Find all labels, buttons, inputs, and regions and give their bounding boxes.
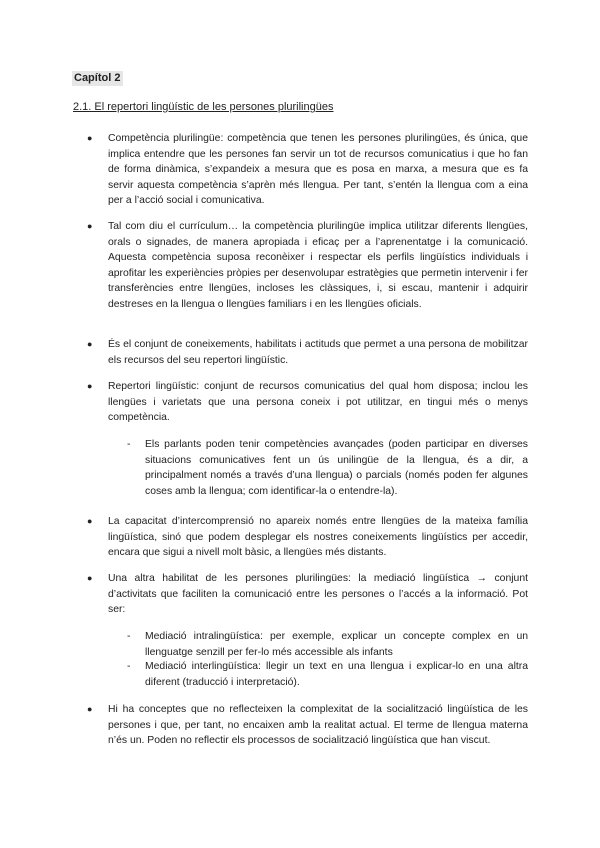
list-item-text: Hi ha conceptes que no reflecteixen la complexitat de la socialització lingüística de les persones i que, per tant, no encaixen amb la realitat actual. El terme de llengua materna n’és un. Poden no reflectir els processos de socialització lingüística que han viscut. xyxy=(108,704,528,747)
bullet-icon: ● xyxy=(87,381,93,391)
chapter-title: Capítol 2 xyxy=(72,71,123,86)
sub-list-item xyxy=(127,659,528,690)
list-item xyxy=(87,702,528,749)
list-item-text: Competència plurilingüe: competència que tenen les persones plurilingües, és única, que implica entendre que les persones fan servir un tot de recursos comunicatius i que ho fan de forma dinàmica, s’expandeix a mesura que es posa en marxa, a mesura que es fa servir aquesta competència s’aprèn més llengua. Per tant, s’entén la llengua com a eina per a l’acció social i comunicativa. xyxy=(108,133,528,207)
bullet-icon: ● xyxy=(87,516,93,526)
list-item xyxy=(87,514,528,561)
list-item-text: És el conjunt de coneixements, habilitats i actituds que permet a una persona de mobilitzar els recursos del seu repertori lingüístic. xyxy=(108,339,528,366)
bullet-icon: ● xyxy=(87,573,93,583)
list-item xyxy=(87,571,528,618)
bullet-icon: ● xyxy=(87,704,93,714)
dash-icon: - xyxy=(127,661,131,672)
sub-list-item xyxy=(127,629,528,660)
list-item-text: Tal com diu el currículum… la competència plurilingüe implica utilitzar diferents llengües, orals o signades, de manera apropiada i eficaç per a l’aprenentatge i la comunicació. Aquesta competència suposa reconèixer i respectar els perfils lingüístics individuals i aprofitar les experiències pròpies per desenvolupar estratègies que permetin intervenir i fer transferències entre llengües, incloses les clàssiques, i, si escau, mantenir i adquirir destreses en la llengua o llengües familiars i en les llengües oficials. xyxy=(108,221,528,310)
list-item-text: Una altra habilitat de les persones plurilingües: la mediació lingüística → conjunt d’activitats que faciliten la comunicació entre les persones o l’accés a la informació. Pot ser: xyxy=(108,573,528,616)
bullet-icon: ● xyxy=(87,339,93,349)
sub-list-item xyxy=(127,437,528,499)
list-item xyxy=(87,131,528,209)
bullet-icon: ● xyxy=(87,133,93,143)
list-item-text: Repertori lingüístic: conjunt de recursos comunicatius del qual hom disposa; inclou les llengües i varietats que una persona coneix i pot utilitzar, en tingui més o menys competència. xyxy=(108,381,528,424)
dash-icon: - xyxy=(127,439,131,450)
dash-icon: - xyxy=(127,631,131,642)
bullet-icon: ● xyxy=(87,221,93,231)
section-title: 2.1. El repertori lingüístic de les persones plurilingües xyxy=(73,101,334,113)
sub-list-item-text: Mediació intralingüística: per exemple, explicar un concepte complex en un llenguatge senzill per fer-lo més accessible als infants xyxy=(145,631,528,658)
list-item xyxy=(87,379,528,426)
list-item xyxy=(87,219,528,313)
sub-list-item-text: Els parlants poden tenir competències avançades (poden participar en diverses situacions comunicatives fent un ús unilingüe de la llengua, és a dir, a principalment només a través d’una llengua) o parcials (només poden fer algunes coses amb la llengua; com identificar-la o entendre-la). xyxy=(145,439,528,497)
list-item xyxy=(87,337,528,368)
list-item-text: La capacitat d’intercomprensió no apareix només entre llengües de la mateixa família lingüística, sinó que podem desplegar els nostres coneixements lingüístics per accedir, encara que sigui a nivell molt bàsic, a llengües més distants. xyxy=(108,516,528,559)
sub-list-item-text: Mediació interlingüística: llegir un text en una llengua i explicar-lo en una altra diferent (traducció i interpretació). xyxy=(145,661,528,688)
